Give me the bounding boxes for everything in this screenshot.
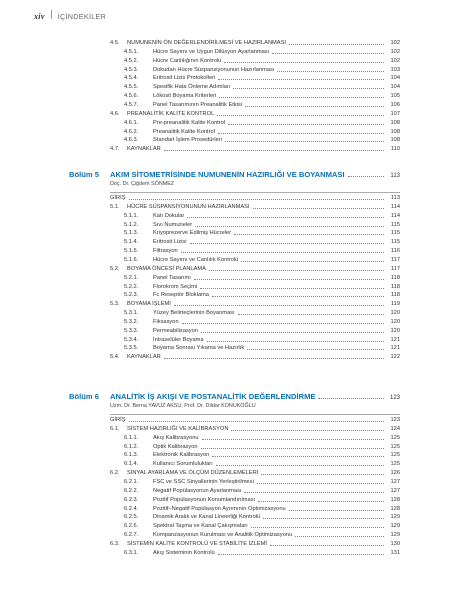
chapter-title: ANALİTİK İŞ AKIŞI VE POSTANALİTİK DEĞERLENDİRME [110, 392, 316, 401]
entry-number: 5.1.5. [124, 248, 139, 255]
entry-page-number: 106 [390, 101, 400, 108]
entry-title: Sıvı Numuneler [153, 221, 193, 228]
entry-number: 5.1. [110, 203, 120, 210]
entry-page-number: 102 [390, 57, 400, 64]
entry-title: Akış Kalibrasyonu [153, 434, 199, 441]
entry-title: FSC ve SSC Sinyallerinin Yerleştirilmesi [153, 478, 254, 485]
entry-page-number: 110 [390, 146, 400, 153]
entry-page-number: 124 [390, 425, 400, 432]
entry-page-number: 120 [390, 318, 400, 325]
entry-number: 5.1.2. [124, 221, 139, 228]
entry-title: SİSTEMİN KALİTE KONTROLÜ VE STABİLİTE İZLEMİ [127, 540, 267, 547]
entry-title: Elektronik Kalibrasyon [153, 452, 210, 459]
entry-title: PREANALİTİK KALİTE KONTROL [127, 110, 215, 117]
entry-title: Katı Dokular [153, 212, 185, 219]
entry-page-number: 127 [390, 478, 400, 485]
entry-number: 5.2.2. [124, 283, 139, 290]
page-header [34, 10, 106, 21]
entry-number: 4.5.3. [124, 66, 139, 73]
entry-page-number: 108 [390, 128, 400, 135]
entry-page-number: 128 [390, 496, 400, 503]
toc-entry[interactable] [124, 546, 400, 557]
chapter-page-number: 123 [389, 395, 400, 401]
entry-title: Eritrosit Lizisi [153, 239, 187, 246]
entry-number: 5.3.1. [124, 310, 139, 317]
entry-title: GİRİŞ [110, 417, 126, 423]
entry-page-number: 102 [390, 48, 400, 55]
entry-number: 6.2.2. [124, 487, 139, 494]
entry-page-number: 114 [390, 203, 400, 210]
entry-title: Spektral Taşma ve Kanal Çakışmaları [153, 523, 248, 530]
entry-number: 4.5.6. [124, 93, 139, 100]
entry-title: KAYNAKLAR [127, 146, 161, 153]
entry-number: 6.1.1. [124, 434, 139, 441]
entry-title: Kompanzasyonun Kurulması ve Analitik Optimizasyonu [153, 532, 293, 539]
entry-title: İntraselüler Boyama [153, 336, 204, 343]
entry-number: 4.7. [110, 146, 120, 153]
entry-title: SİNYAL AYARLAMA VE ÖLÇÜM DÜZENLEMELERİ [127, 470, 259, 477]
entry-page-number: 104 [390, 84, 400, 91]
entry-page-number: 108 [390, 137, 400, 144]
entry-page-number: 122 [390, 354, 400, 361]
entry-page-number: 120 [390, 327, 400, 334]
entry-number: 5.3.4. [124, 336, 139, 343]
entry-number: 4.6. [110, 110, 120, 117]
entry-title: Pozitif–Negatif Popülasyon Ayrımının Optimizasyonu [153, 505, 286, 512]
entry-title: HÜCRE SÜSPANSİYONUNUN HAZIRLANMASI [127, 203, 250, 210]
chapter-label: Bölüm 6 [69, 392, 99, 401]
chapter-page-number: 113 [390, 173, 400, 179]
entry-number: 5.1.4. [124, 239, 139, 246]
entry-number: 5.3.3. [124, 327, 139, 334]
entry-page-number: 125 [390, 461, 400, 468]
entry-number: 5.2.1. [124, 274, 139, 281]
entry-page-number: 115 [390, 239, 400, 246]
entry-title: Hücre Sayımı ve Canlılık Kontrolü [153, 256, 239, 263]
entry-title: Optik Kalibrasyon [153, 443, 198, 450]
entry-title: Kriyoprezerve Edilmiş Hücreler [153, 230, 232, 237]
entry-title: Boyama Sonrası Yıkama ve Hazırlık [153, 345, 245, 352]
entry-number: 6.2.4. [124, 505, 139, 512]
entry-number: 5.4. [110, 354, 120, 361]
entry-number: 6.3.1. [124, 549, 139, 556]
entry-number: 5.2. [110, 265, 120, 272]
entry-title: Eritrosit Lizis Protokolleri [153, 75, 216, 82]
entry-page-number: 126 [390, 470, 400, 477]
entry-number: 4.5.2. [124, 57, 139, 64]
entry-number: 6.2. [110, 470, 120, 477]
entry-title: Pozitif Popülasyonun Konumlandırılması [153, 496, 256, 503]
entry-number: 6.2.7. [124, 532, 139, 539]
entry-page-number: 129 [390, 532, 400, 539]
header-title: İÇİNDEKİLER [57, 12, 107, 21]
dot-leader [164, 150, 384, 151]
dot-leader [218, 554, 384, 555]
entry-title: BOYAMA ÖNCESİ PLANLAMA [127, 265, 206, 272]
chapter-authors: Doç. Dr. Çiğdem SÖNMEZ [110, 181, 175, 187]
entry-number: 4.5.7. [124, 101, 139, 108]
entry-number: 4.5.1. [124, 48, 139, 55]
entry-title: Akış Sisteminin Kontrolü [153, 549, 215, 556]
page-number: xiv [34, 12, 45, 21]
entry-title: GİRİŞ [110, 195, 126, 201]
entry-page-number: 117 [390, 256, 400, 263]
entry-title: Fiksasyon [153, 318, 179, 325]
entry-page-number: 118 [390, 274, 400, 281]
chapter-authors: Uzm. Dr. Berna YAVUZ AKSU, Prof. Dr. Dildar KONUKOĞLU [110, 403, 256, 409]
entry-title: SİSTEM HAZIRLIĞI VE KALİBRASYON [127, 425, 229, 432]
entry-title: Spesifik Hata Önleme Adımları [153, 84, 231, 91]
chapter-heading[interactable] [69, 392, 400, 401]
entry-title: Preanalitik Kalite Kontrol [153, 128, 215, 135]
entry-page-number: 123 [390, 417, 400, 423]
entry-title: Negatif Popülasyonun Ayarlanması [153, 487, 242, 494]
entry-page-number: 115 [390, 221, 400, 228]
chapter-label: Bölüm 5 [69, 170, 99, 179]
entry-page-number: 102 [390, 40, 400, 46]
entry-page-number: 120 [390, 310, 400, 317]
entry-number: 6.2.3. [124, 496, 139, 503]
entry-title: Fc Reseptör Bloklama [153, 292, 209, 299]
entry-number: 6.2.5. [124, 514, 139, 521]
entry-title: Kullanıcı Sorumlulukları [153, 461, 213, 468]
chapter-title: AKIM SİTOMETRİSİNDE NUMUNENİN HAZIRLIĞI VE BOYANMASI [110, 170, 345, 179]
entry-page-number: 108 [390, 119, 400, 126]
entry-page-number: 114 [390, 212, 400, 219]
entry-page-number: 127 [390, 487, 400, 494]
entry-number: 6.1.4. [124, 461, 139, 468]
entry-number: 4.6.2. [124, 128, 139, 135]
entry-title: KAYNAKLAR [127, 354, 161, 361]
entry-number: 4.6.3. [124, 137, 139, 144]
dot-leader [318, 398, 384, 399]
toc-entry[interactable] [110, 350, 400, 361]
entry-number: 6.1.3. [124, 452, 139, 459]
entry-page-number: 131 [390, 549, 400, 556]
entry-number: 4.5.4. [124, 75, 139, 82]
entry-number: 6.2.6. [124, 523, 139, 530]
entry-number: 6.2.1. [124, 478, 139, 485]
entry-page-number: 129 [390, 514, 400, 521]
entry-page-number: 103 [390, 66, 400, 73]
entry-number: 4.5. [110, 40, 120, 46]
entry-page-number: 115 [390, 230, 400, 237]
entry-page-number: 105 [390, 93, 400, 100]
toc-entry[interactable] [110, 142, 400, 153]
entry-page-number: 130 [390, 540, 400, 547]
entry-title: Filtrasyon [153, 248, 178, 255]
entry-page-number: 118 [390, 292, 400, 299]
entry-number: 4.6.1. [124, 119, 139, 126]
entry-number: 5.1.6. [124, 256, 139, 263]
entry-page-number: 119 [390, 301, 400, 308]
entry-title: Hücre Canlılığının Kontrolü [153, 57, 222, 64]
entry-title: Standart İşlem Prosedürleri [153, 137, 222, 144]
entry-title: Yüzey Belirteçlerinin Boyanması [153, 310, 235, 317]
entry-title: Pre-preanalitik Kalite Kontrol [153, 119, 226, 126]
entry-page-number: 125 [390, 443, 400, 450]
entry-title: Permeabilizasyon [153, 327, 198, 334]
entry-page-number: 107 [390, 110, 400, 117]
entry-page-number: 128 [390, 505, 400, 512]
dot-leader [348, 176, 384, 177]
entry-title: NUMUNENİN ÖN DEĞERLENDİRİLMESİ VE HAZIRLANMASI [127, 40, 286, 46]
entry-title: Panel Tasarımının Preanalitik Etkisi [153, 101, 243, 108]
entry-title: Dinamik Aralık ve Kanal Lineerliği Kontrolü [153, 514, 261, 521]
entry-number: 6.1.2. [124, 443, 139, 450]
entry-number: 4.5.5. [124, 84, 139, 91]
entry-title: Lökosit Boyama Kriterleri [153, 93, 217, 100]
entry-number: 5.3.2. [124, 318, 139, 325]
entry-number: 6.1. [110, 425, 120, 432]
entry-title: BOYAMA İŞLEMİ [127, 301, 171, 308]
dot-leader [164, 358, 384, 359]
entry-title: Panel Tasarımı [153, 274, 191, 281]
header-divider [51, 10, 52, 19]
entry-page-number: 121 [390, 345, 400, 352]
entry-number: 5.3. [110, 301, 120, 308]
entry-page-number: 118 [390, 283, 400, 290]
entry-page-number: 104 [390, 75, 400, 82]
entry-page-number: 129 [390, 523, 400, 530]
entry-page-number: 116 [390, 248, 400, 255]
entry-number: 5.2.3. [124, 292, 139, 299]
entry-page-number: 117 [390, 265, 400, 272]
entry-number: 5.1.1. [124, 212, 139, 219]
entry-title: Florokrom Seçimi [153, 283, 198, 290]
entry-page-number: 125 [390, 452, 400, 459]
entry-page-number: 125 [390, 434, 400, 441]
chapter-heading[interactable] [69, 170, 400, 179]
entry-number: 5.3.5. [124, 345, 139, 352]
entry-page-number: 121 [390, 336, 400, 343]
entry-number: 6.3. [110, 540, 120, 547]
entry-number: 5.1.3. [124, 230, 139, 237]
entry-page-number: 113 [390, 195, 400, 201]
entry-title: Dokudan Hücre Süspansiyonunun Hazırlanması [153, 66, 275, 73]
entry-title: Hücre Sayımı ve Uygun Dilüsyon Ayarlanması [153, 48, 270, 55]
